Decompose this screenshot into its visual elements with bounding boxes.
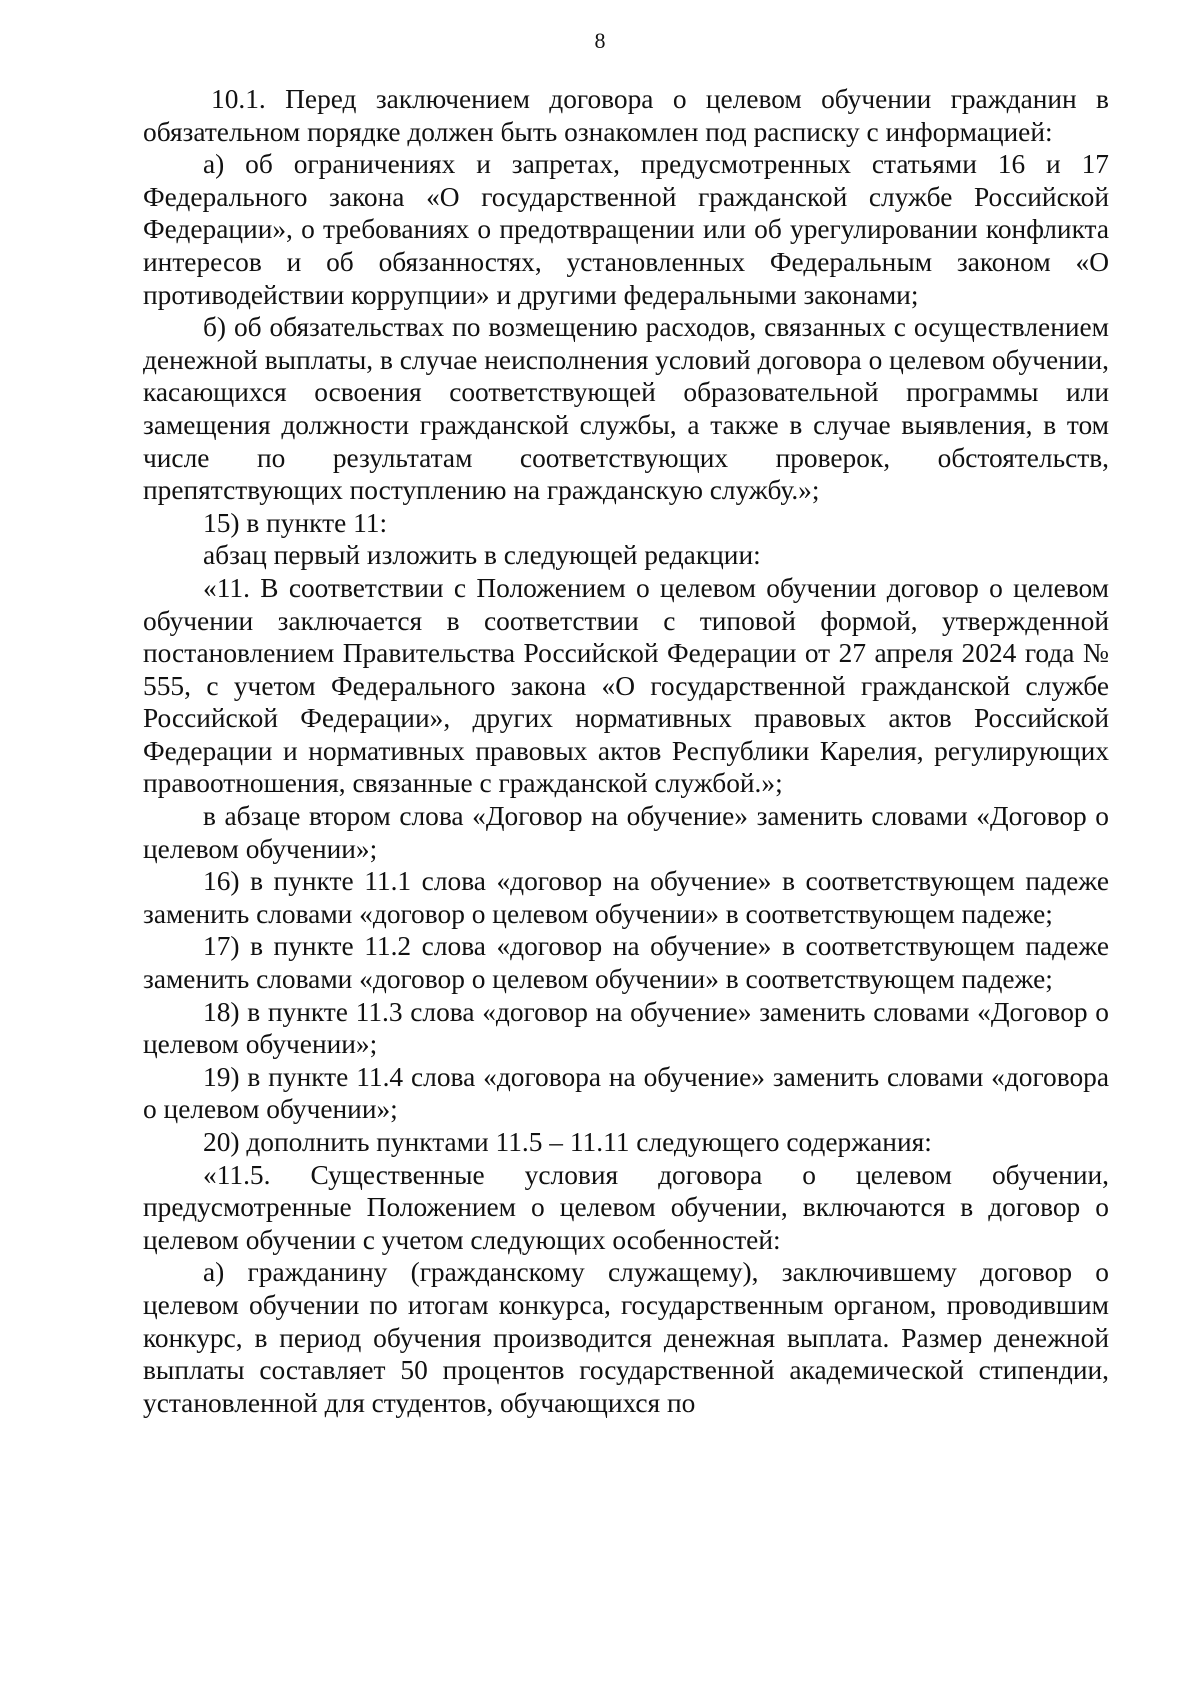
paragraph-amendment-17: 17) в пункте 11.2 слова «договор на обучение» в соответствующем падеже заменить словами «договор о целевом обучении» в соответствующем падеже; bbox=[143, 931, 1109, 995]
page-number: 8 bbox=[594, 28, 606, 53]
paragraph-item-b-obligations: б) об обязательствах по возмещению расходов, связанных с осуществлением денежной выплаты, в случае неисполнения условий договора о целевом обучении, касающихся освоения соответствующей образовательной программы или замещения должности гражданской службы, а также в случае выявления, в том числе по результатам соответствующих проверок, обстоятельств, препятствующих поступлению на гражданскую службу.»; bbox=[143, 312, 1109, 506]
paragraph-first-paragraph-wording: абзац первый изложить в следующей редакции: bbox=[203, 540, 761, 571]
paragraph-amendment-19: 19) в пункте 11.4 слова «договора на обучение» заменить словами «договора о целевом обучении»; bbox=[143, 1061, 1109, 1125]
paragraph-clause-11-5: «11.5. Существенные условия договора о целевом обучении, предусмотренные Положением о целевом обучении, включаются в договор о целевом обучении с учетом следующих особенностей: bbox=[143, 1159, 1109, 1255]
paragraph-clause-11: «11. В соответствии с Положением о целевом обучении договор о целевом обучении заключается в соответствии с типовой формой, утвержденной постановлением Правительства Российской Федерации от 27 апреля 2024 года № 555, с учетом Федерального закона «О государственной гражданской службе Российской Федерации», других нормативных правовых актов Российской Федерации и нормативных правовых актов Республики Карелия, регулирующих правоотношения, связанные с гражданской службой.»; bbox=[143, 572, 1109, 799]
paragraph-clause-11-5-item-a: а) гражданину (гражданскому служащему), заключившему договор о целевом обучении по итогам конкурса, государственным органом, проводившим конкурс, в период обучения производится денежная выплата. Размер денежной выплаты составляет 50 процентов государственной академической стипендии, установленной для студентов, обучающихся по bbox=[143, 1257, 1109, 1418]
paragraph-second-paragraph-replace: в абзаце втором слова «Договор на обучение» заменить словами «Договор о целевом обучении»; bbox=[143, 801, 1109, 864]
paragraph-amendment-18: 18) в пункте 11.3 слова «договор на обучение» заменить словами «Договор о целевом обучении»; bbox=[143, 996, 1109, 1060]
paragraph-10-1: 10.1. Перед заключением договора о целевом обучении гражданин в обязательном порядке должен быть ознакомлен под расписку с информацией: bbox=[143, 84, 1109, 147]
paragraph-amendment-20: 20) дополнить пунктами 11.5 – 11.11 следующего содержания: bbox=[203, 1127, 932, 1157]
paragraph-item-a-restrictions: а) об ограничениях и запретах, предусмотренных статьями 16 и 17 Федерального закона «О государственной гражданской службе Российской Федерации», о требованиях о предотвращении или об урегулировании конфликта интересов и об обязанностях, установленных Федеральным законом «О противодействии коррупции» и другими федеральными законами; bbox=[143, 149, 1109, 310]
paragraph-amendment-16: 16) в пункте 11.1 слова «договор на обучение» в соответствующем падеже заменить словами «договор о целевом обучении» в соответствующем падеже; bbox=[143, 866, 1109, 929]
paragraph-amendment-15: 15) в пункте 11: bbox=[203, 507, 388, 538]
document-body bbox=[143, 83, 1109, 1419]
